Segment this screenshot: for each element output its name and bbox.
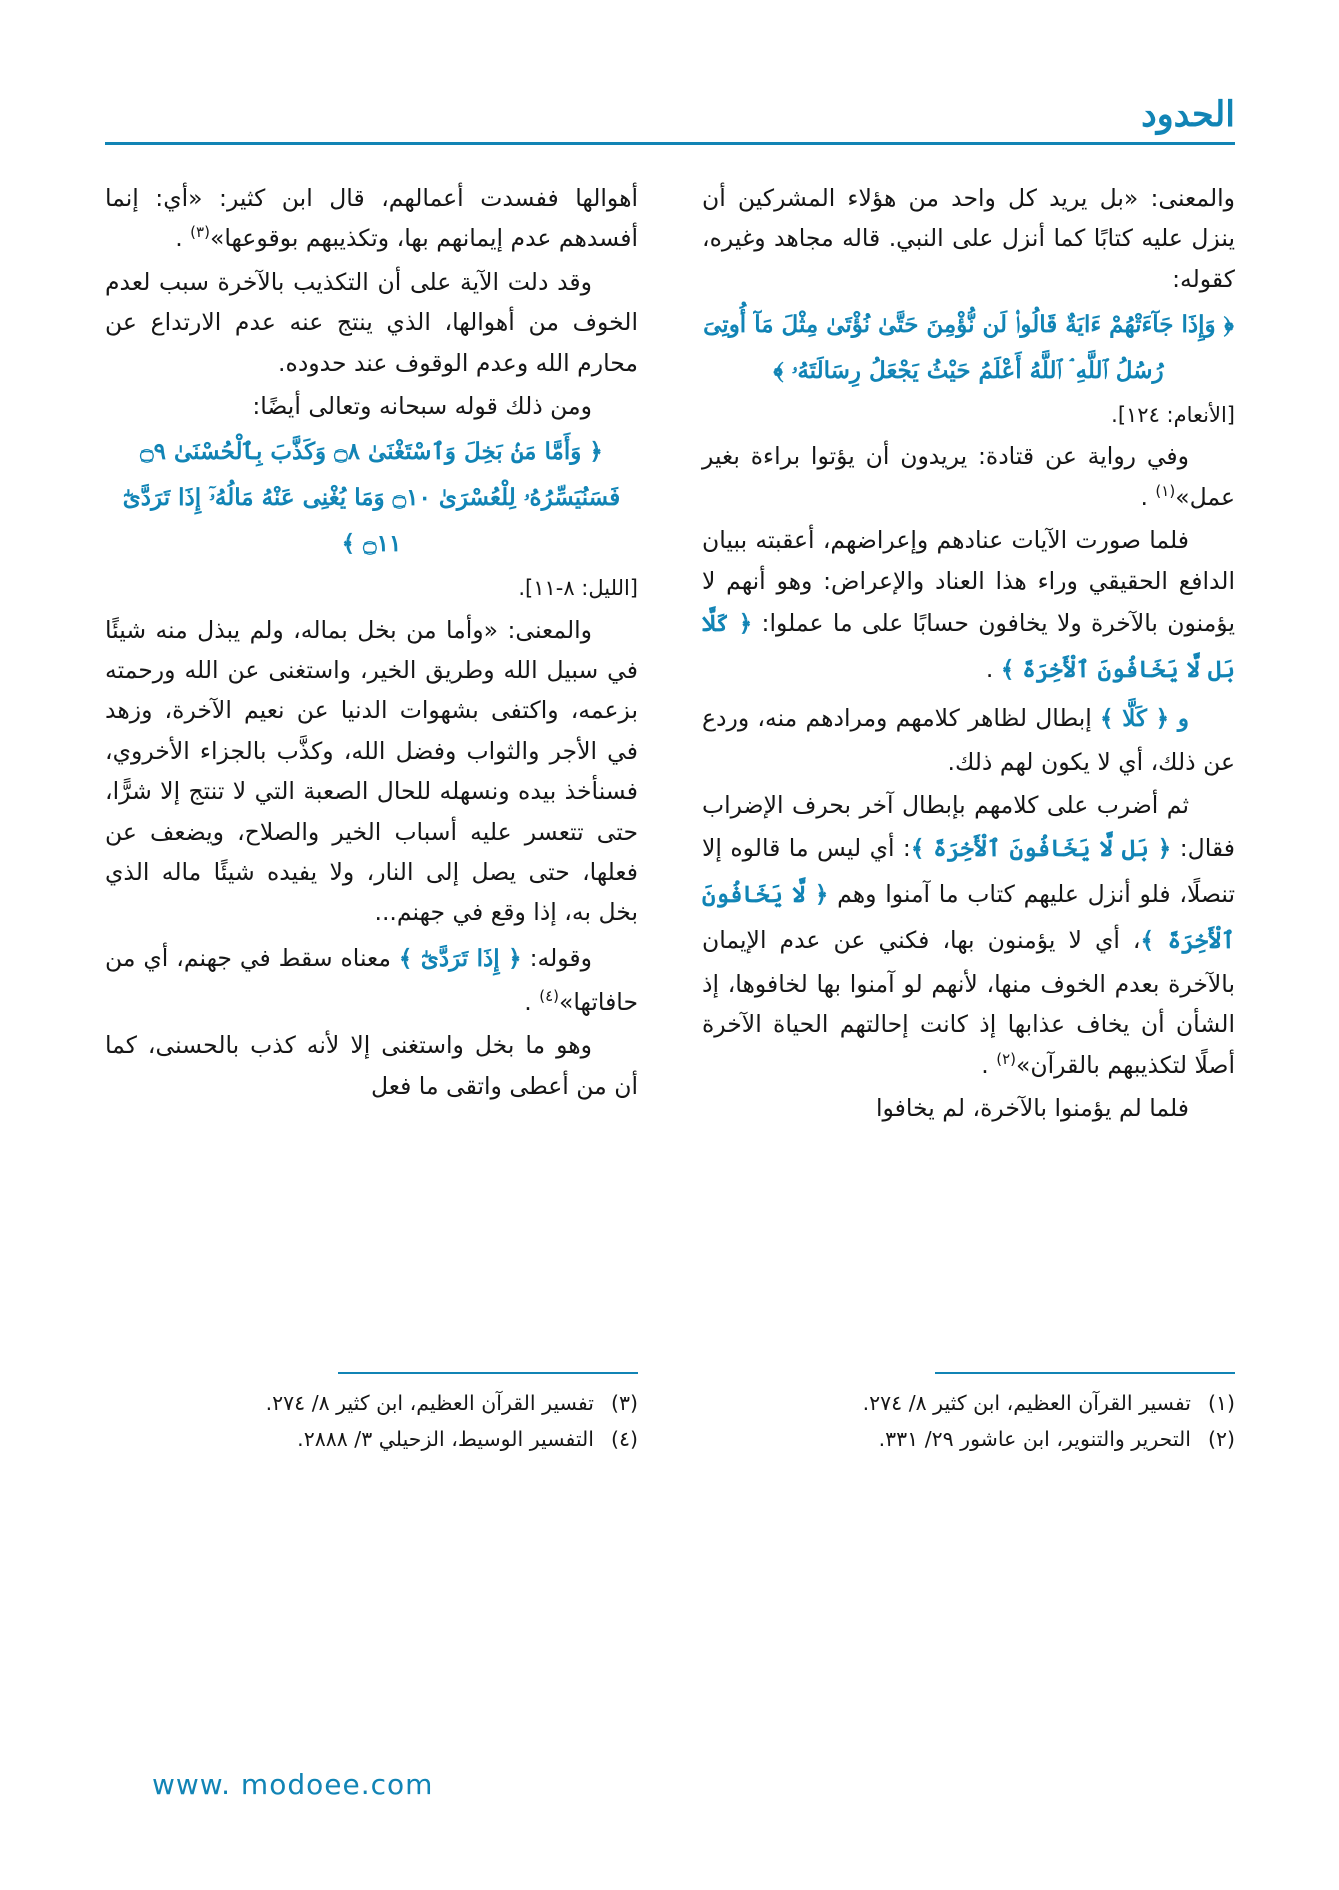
quran-inline: ﴿ إِذَا تَرَدَّىٰٓ ﴾ [398,944,522,972]
footnotes-left [105,1372,638,1458]
footnotes-right [702,1372,1235,1458]
column-right [702,178,1235,1348]
site-url[interactable]: www. modoee.com [152,1768,434,1801]
footnote-item [702,1386,1235,1422]
quran-verse: ﴿ وَإِذَا جَآءَتْهُمْ ءَايَةٌ قَالُوا۟ لَن نُّؤْمِنَ حَتَّىٰ نُؤْتَىٰ مِثْلَ مَآ أُوتِىَ رُسُلُ ٱللَّهِ ۘ ٱللَّهُ أَعْلَمُ حَيْثُ يَجْعَلُ رِسَالَتَهُۥ ﴾ [703,311,1234,385]
paragraph: أهوالها ففسدت أعمالهم، قال ابن كثير: «أي: إنما أفسدهم عدم إيمانهم بها، وتكذيبهم بوقوعها»$^{(٣)}$ . [105,184,638,253]
footnote-marker: (٢) [996,1049,1016,1068]
verse-reference: [الليل: ٨-١١]. [518,576,638,601]
body-columns [105,178,1235,1348]
footnote-number: (٤) [610,1426,638,1451]
paragraph: وقد دلت الآية على أن التكذيب بالآخرة سبب لعدم الخوف من أهوالها، الذي ينتج عنه عدم الارتداع عن محارم الله وعدم الوقوف عند حدوده. [105,267,638,377]
footnote-number: (٢) [1207,1426,1235,1451]
paragraph: ثم أضرب على كلامهم بإبطال آخر بحرف الإضراب فقال: ﴿ بَل لَّا يَخَافُونَ ٱلْأَخِرَةَ ﴾: أي ليس ما قالوه إلا تنصلًا، فلو أنزل عليهم كتاب ما آمنوا وهم ﴿ لَّا يَخَافُونَ ٱلْأَخِرَةَ ﴾، أي لا يؤمنون بها، فكني عن عدم الإيمان بالآخرة بعدم الخوف منها، لأنهم لو آمنوا بها لخافوها، إذ الشأن أن يخاف عذابها إذ كانت إحالتهم الحياة الآخرة أصلًا لتكذيبهم بالقرآن»$^{(٢)}$ . [702,791,1236,1079]
footnote-text: التفسير الوسيط، الزحيلي ٣/ ٢٨٨٨. [297,1426,594,1451]
footnote-text: التحرير والتنوير، ابن عاشور ٢٩/ ٣٣١. [878,1426,1191,1451]
footnote-number: (٣) [610,1391,638,1415]
footnote-marker: (٤) [539,986,559,1005]
footnote-divider [338,1372,638,1374]
footnote-item [105,1422,638,1458]
paragraph: وهو ما بخل واستغنى إلا لأنه كذب بالحسنى، كما أن من أعطى واتقى ما فعل [105,1031,638,1100]
page-footer [0,1752,1339,1826]
quran-inline: ﴿ لَّا يَخَافُونَ ٱلْأَخِرَةَ ﴾ [702,880,1235,954]
paragraph: فلما صورت الآيات عنادهم وإعراضهم، أعقبته ببيان الدافع الحقيقي وراء هذا العناد والإعراض: وهو أنهم لا يؤمنون بالآخرة ولا يخافون حسابًا على ما عملوا: ﴿ كَلَّا بَل لَّا يَخَافُونَ ٱلْأَخِرَةَ ﴾ . [702,526,1235,683]
footnote-divider [935,1372,1235,1374]
quran-verse: ﴿ وَأَمَّا مَنۢ بَخِلَ وَٱسْتَغْنَىٰ ۝٨ وَكَذَّبَ بِٱلْحُسْنَىٰ ۝٩ فَسَنُيَسِّرُهُۥ لِلْعُسْرَىٰ ۝١٠ وَمَا يُغْنِى عَنْهُ مَالُهُۥٓ إِذَا تَرَدَّىٰٓ ۝١١ ﴾ [122,438,621,558]
page-header [105,96,1235,152]
paragraph: وفي رواية عن قتادة: يريدون أن يؤتوا براءة بغير عمل»$^{(١)}$ . [702,442,1235,511]
quran-inline: و ﴿ كَلَّا ﴾ [1100,704,1189,732]
paragraph: وقوله: ﴿ إِذَا تَرَدَّىٰٓ ﴾ معناه سقط في جهنم، أي من حافاتها»$^{(٤)}$ . [105,943,638,1016]
footnote-number: (١) [1207,1391,1235,1415]
footnote-marker: (١) [1155,481,1176,500]
paragraph: ومن ذلك قوله سبحانه وتعالى أيضًا: [252,392,592,421]
paragraph: والمعنى: «بل يريد كل واحد من هؤلاء المشركين أن ينزل عليه كتابًا كما أنزل على النبي. قاله مجاهد وغيره، كقوله: [702,184,1235,293]
paragraph: والمعنى: «وأما من بخل بماله، ولم يبذل منه شيئًا في سبيل الله وطريق الخير، واستغنى عن الله ورحمته بزعمه، واكتفى بشهوات الدنيا عن نعيم الآخرة، وزهد في الأجر والثواب وفضل الله، وكذَّب بالجزاء الأخروي، فسنأخذ بيده ونسهله للحال الصعبة التي لا تنتج إلا شرًّا، حتى تتعسر عليه أسباب الخير والصلاح، ويضعف عن فعلها، حتى يصل إلى النار، ولا يفيده شيئًا ماله الذي بخل به، إذا وقع في جهنم... [105,615,638,927]
footnotes-area [105,1372,1235,1458]
footnote-marker: (٣) [190,223,210,242]
footnote-item [105,1386,638,1422]
page-title: الحدود [1141,94,1235,135]
column-left [105,178,638,1348]
footnote-item [702,1422,1235,1458]
paragraph: فلما لم يؤمنوا بالآخرة، لم يخافوا [875,1093,1189,1122]
footnote-text: تفسير القرآن العظيم، ابن كثير ٨/ ٢٧٤. [265,1391,594,1415]
paragraph: و ﴿ كَلَّا ﴾ إبطال لظاهر كلامهم ومرادهم منه، وردع عن ذلك، أي لا يكون لهم ذلك. [702,703,1235,776]
footnote-text: تفسير القرآن العظيم، ابن كثير ٨/ ٢٧٤. [862,1391,1191,1415]
header-divider [105,142,1235,145]
quran-inline: ﴿ كَلَّا بَل لَّا يَخَافُونَ ٱلْأَخِرَةَ ﴾ [702,609,1235,683]
verse-reference: [الأنعام: ١٢٤]. [1111,403,1235,428]
quran-inline: ﴿ بَل لَّا يَخَافُونَ ٱلْأَخِرَةَ ﴾ [910,834,1172,862]
